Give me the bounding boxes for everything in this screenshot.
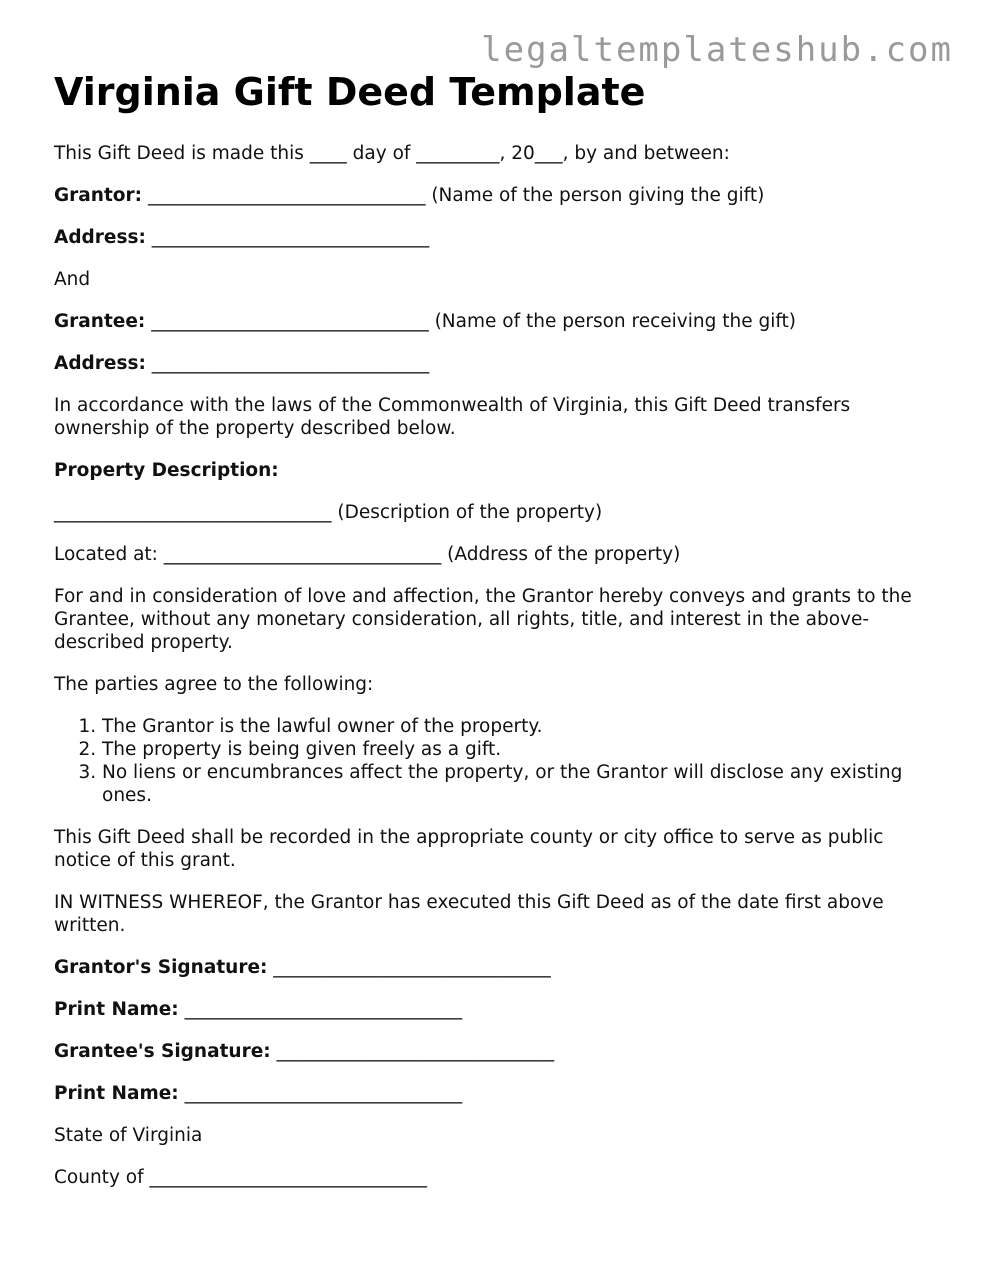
grantor-label: Grantor: (54, 185, 143, 206)
intro-paragraph: This Gift Deed is made this ____ day of _________, 20___, by and between: (54, 143, 730, 164)
grantor-address-line (54, 226, 924, 249)
witness-paragraph: IN WITNESS WHEREOF, the Grantor has executed this Gift Deed as of the date first above written. (54, 892, 884, 936)
consideration-paragraph: For and in consideration of love and affection, the Grantor hereby conveys and grants to the Grantee, without any monetary consideration, all rights, title, and interest in the above-described property. (54, 586, 912, 653)
list-item: 1. The Grantor is the lawful owner of the property. (102, 715, 924, 738)
grantee-label: Grantee: (54, 311, 146, 332)
property-description-line: ______________________________ (Description of the property) (54, 502, 603, 523)
grantee-print-name-line (54, 1082, 924, 1105)
parties-agree-text: The parties agree to the following: (54, 674, 374, 695)
watermark-text: legaltemplateshub.com (481, 30, 953, 70)
grantor-signature-line (54, 956, 924, 979)
terms-list (54, 715, 924, 807)
state-line: State of Virginia (54, 1125, 203, 1146)
grantor-print-name-line (54, 998, 924, 1021)
grantor-print-name-label: Print Name: (54, 999, 179, 1020)
accordance-paragraph: In accordance with the laws of the Commonwealth of Virginia, this Gift Deed transfers ownership of the property described below. (54, 395, 851, 439)
grantee-print-name-blank: ______________________________ (184, 1083, 463, 1104)
grantee-signature-blank: ______________________________ (276, 1041, 555, 1062)
grantee-signature-label: Grantee's Signature: (54, 1041, 271, 1062)
grantee-line (54, 310, 924, 333)
property-description-heading: Property Description: (54, 460, 279, 481)
grantor-blank: ______________________________ (Name of the person giving the gift) (147, 185, 765, 206)
grantor-address-label: Address: (54, 227, 146, 248)
and-text: And (54, 269, 91, 290)
grantee-signature-line (54, 1040, 924, 1063)
grantee-blank: ______________________________ (Name of the person receiving the gift) (151, 311, 797, 332)
grantor-signature-label: Grantor's Signature: (54, 957, 268, 978)
grantee-print-name-label: Print Name: (54, 1083, 179, 1104)
grantor-print-name-blank: ______________________________ (184, 999, 463, 1020)
grantor-line (54, 184, 924, 207)
grantee-address-blank: ______________________________ (151, 353, 430, 374)
grantor-address-blank: ______________________________ (151, 227, 430, 248)
located-at-line: Located at: ______________________________ (Address of the property) (54, 544, 681, 565)
list-item: 3. No liens or encumbrances affect the property, or the Grantor will disclose any existing ones. (102, 761, 924, 807)
recorded-paragraph: This Gift Deed shall be recorded in the appropriate county or city office to serve as public notice of this grant. (54, 827, 884, 871)
grantee-address-label: Address: (54, 353, 146, 374)
grantor-signature-blank: ______________________________ (273, 957, 551, 978)
grantee-address-line (54, 352, 924, 375)
page-title: Virginia Gift Deed Template (54, 70, 646, 114)
list-item: 2. The property is being given freely as a gift. (102, 738, 924, 761)
document-page (54, 68, 924, 1208)
county-line: County of ______________________________ (54, 1167, 427, 1188)
